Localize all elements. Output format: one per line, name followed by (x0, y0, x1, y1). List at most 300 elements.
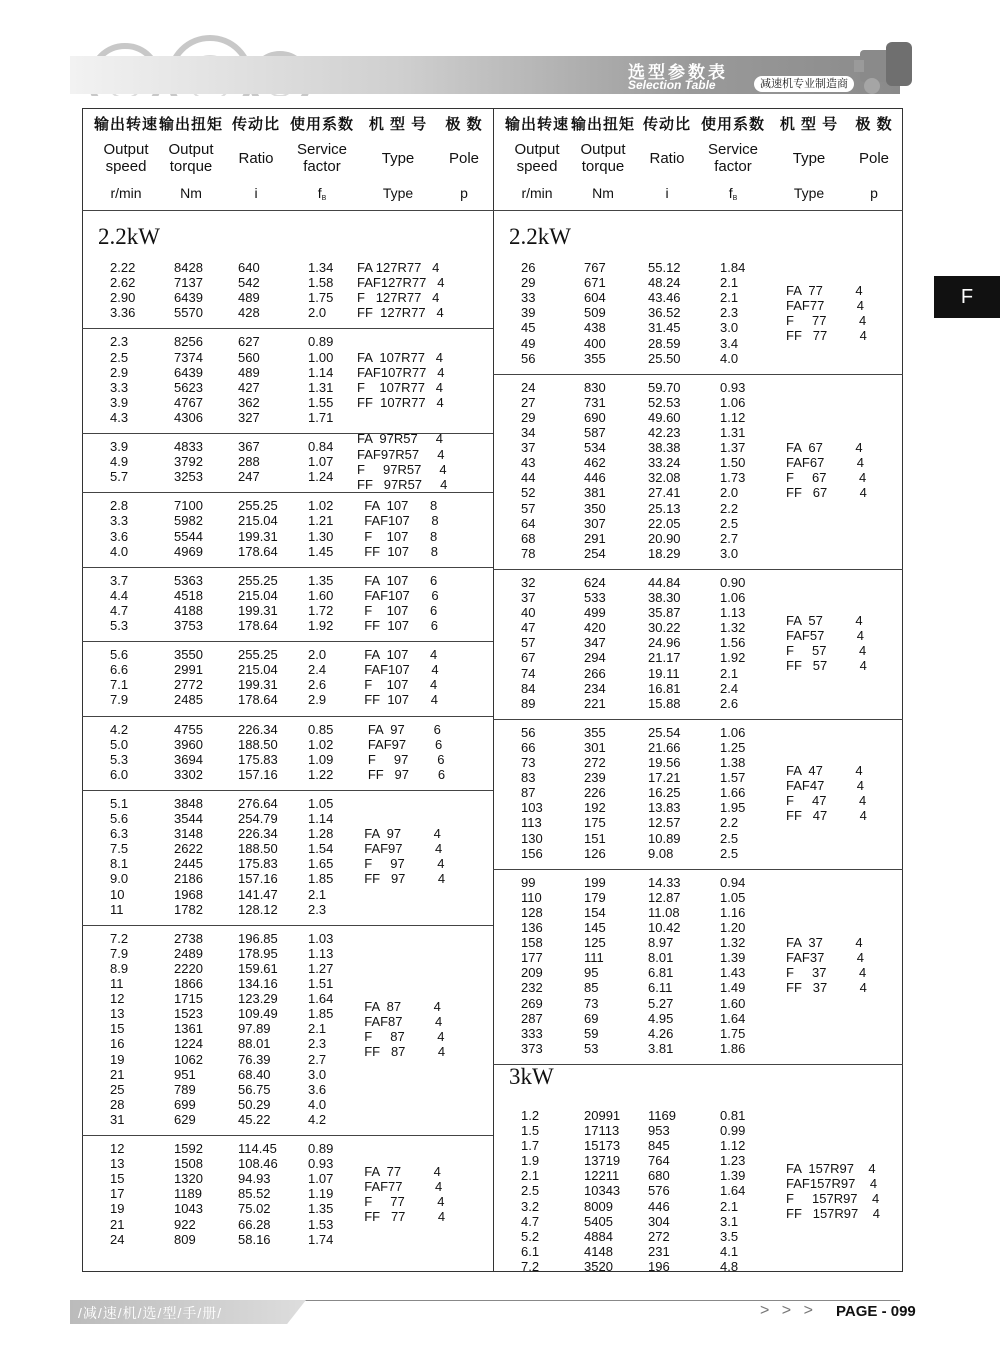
left-cell: 2220 (174, 960, 203, 976)
right-cell: 43 (521, 455, 536, 471)
page-number: PAGE - 099 (836, 1303, 916, 1320)
left-cell: 1.07 (308, 1171, 334, 1187)
left-cell: 5982 (174, 513, 203, 529)
column-header-cn: 输出转速 (93, 116, 158, 133)
right-cell: 84 (521, 680, 536, 696)
left-cell: 1.27 (308, 960, 334, 976)
left-cell: 8.1 (110, 856, 129, 872)
right-cell: 624 (584, 574, 606, 590)
left-cell: 4833 (174, 439, 203, 454)
left-type-label: FAF127R77 4 (357, 275, 445, 291)
left-cell: 1.13 (308, 945, 334, 961)
left-type-label: F 107 4 (357, 677, 438, 693)
right-cell: 1.16 (720, 904, 746, 920)
right-type-label: FF 47 4 (786, 807, 867, 823)
right-cell: 85 (584, 980, 599, 996)
right-type-label: F 37 4 (786, 965, 867, 981)
left-cell: 0.84 (308, 439, 334, 454)
left-cell: 199.31 (238, 677, 278, 693)
left-group-rule (82, 641, 493, 642)
fb-subscript: B (732, 195, 738, 202)
table-divider (493, 108, 494, 1272)
gear-motor-icon (850, 28, 922, 100)
left-cell: 19 (110, 1201, 125, 1217)
right-type-label: FF 77 4 (786, 327, 867, 343)
right-cell: 226 (584, 785, 606, 801)
right-cell: 73 (521, 755, 536, 770)
column-header-cn: 使用系数 (289, 116, 354, 133)
left-type-label: FAF97R57 4 (357, 446, 445, 462)
left-cell: 2.90 (110, 290, 136, 306)
right-cell: 1.13 (720, 605, 746, 621)
left-cell: 3960 (174, 736, 203, 752)
right-type-label: F 47 4 (786, 792, 867, 808)
right-cell: 8.97 (648, 935, 674, 951)
left-cell: 489 (238, 364, 260, 380)
left-cell: 4.7 (110, 602, 129, 618)
right-cell: 1.32 (720, 935, 746, 951)
header-rule (82, 210, 903, 211)
right-cell: 19.11 (648, 665, 680, 681)
left-type-label: F 97R57 4 (357, 461, 447, 477)
left-cell: 2489 (174, 945, 203, 961)
right-cell: 177 (521, 950, 543, 966)
column-header-unit: Type (382, 185, 414, 201)
left-type-label: F 77 4 (357, 1193, 445, 1209)
column-header-cn: 输出扭矩 (570, 116, 635, 133)
right-cell: 2.3 (720, 305, 739, 321)
left-group-rule (82, 790, 493, 791)
left-cell: 157.16 (238, 766, 278, 782)
left-cell: 1361 (174, 1021, 203, 1037)
right-cell: 1.43 (720, 965, 746, 981)
right-cell: 24.96 (648, 635, 681, 651)
left-cell: 327 (238, 409, 260, 425)
left-cell: 3148 (174, 826, 203, 842)
left-cell: 1.05 (308, 795, 334, 811)
left-cell: 3550 (174, 647, 203, 663)
left-cell: 16 (110, 1036, 125, 1052)
left-cell: 21 (110, 1066, 125, 1082)
left-cell: 2.5 (110, 349, 129, 365)
left-cell: 1.19 (308, 1186, 334, 1202)
right-cell: 2.4 (720, 680, 739, 696)
column-header-en: Ratio (238, 150, 274, 167)
right-group-rule (493, 1064, 903, 1065)
left-cell: 66.28 (238, 1216, 271, 1232)
left-cell: 5363 (174, 572, 203, 588)
left-cell: 3253 (174, 469, 203, 485)
column-header-unit: p (460, 185, 468, 201)
right-cell: 3.81 (648, 1040, 674, 1056)
left-cell: 2186 (174, 871, 203, 887)
left-cell: 4518 (174, 587, 203, 603)
left-cell: 1.30 (308, 528, 334, 544)
right-cell: 2.2 (720, 500, 739, 516)
left-cell: 1.34 (308, 260, 334, 275)
right-cell: 49.60 (648, 409, 681, 425)
right-cell: 5405 (584, 1213, 613, 1229)
left-cell: 2.8 (110, 498, 129, 514)
left-cell: 4.9 (110, 454, 129, 470)
right-cell: 1.23 (720, 1153, 746, 1169)
left-cell: 199.31 (238, 528, 278, 544)
column-header-unit: Type (793, 185, 825, 201)
right-cell: 25.13 (648, 500, 681, 516)
right-cell: 1.38 (720, 755, 746, 770)
left-cell: 0.85 (308, 721, 334, 737)
left-cell: 2.9 (110, 364, 129, 380)
left-cell: 5.1 (110, 795, 129, 811)
left-cell: 789 (174, 1081, 196, 1097)
header-subtitle: Selection Table (628, 78, 716, 92)
column-header-unit: p (870, 185, 878, 201)
left-cell: 5.6 (110, 647, 129, 663)
right-cell: 8.01 (648, 950, 674, 966)
right-cell: 15.88 (648, 695, 681, 711)
column-header-cn: 机 型 号 (779, 116, 839, 133)
left-cell: 4969 (174, 543, 203, 559)
right-cell: 272 (584, 755, 606, 770)
left-cell: 1.74 (308, 1231, 334, 1247)
column-header-en: Output torque (580, 141, 626, 176)
left-group-rule (82, 567, 493, 568)
left-cell: 3694 (174, 751, 203, 767)
left-cell: 3.9 (110, 439, 129, 454)
left-type-label: F 97 6 (357, 751, 445, 767)
left-cell: 7100 (174, 498, 203, 514)
left-cell: 5544 (174, 528, 203, 544)
left-type-label: F 97 4 (357, 856, 445, 872)
left-cell: 2.62 (110, 275, 136, 291)
right-cell: 87 (521, 785, 536, 801)
left-cell: 1.72 (308, 602, 334, 618)
left-type-label: FA 107 6 (357, 572, 438, 588)
left-cell: 1.02 (308, 498, 334, 514)
left-cell: 640 (238, 260, 260, 275)
left-cell: 1.58 (308, 275, 334, 291)
right-cell: 1.7 (521, 1138, 540, 1154)
left-cell: 3848 (174, 795, 203, 811)
right-cell: 6.11 (648, 980, 673, 996)
right-cell: 32.08 (648, 470, 681, 486)
left-type-label: FF 77 4 (357, 1208, 446, 1224)
column-header-en: Output speed (103, 141, 149, 176)
left-type-label: FAF97 6 (357, 736, 443, 752)
right-cell: 333 (521, 1025, 543, 1041)
column-header-en: Pole (858, 150, 890, 167)
left-cell: 56.75 (238, 1081, 271, 1097)
left-cell: 1968 (174, 886, 203, 902)
left-cell: 5623 (174, 379, 203, 395)
right-cell: 5.27 (648, 995, 674, 1011)
left-cell: 489 (238, 290, 260, 306)
right-cell: 10343 (584, 1183, 621, 1199)
right-cell: 350 (584, 500, 606, 516)
right-cell: 28.59 (648, 335, 681, 351)
left-cell: 178.64 (238, 543, 278, 559)
left-cell: 114.45 (238, 1141, 277, 1156)
right-cell: 110 (521, 889, 542, 905)
left-cell: 1.03 (308, 930, 334, 946)
right-cell: 2.1 (720, 290, 739, 306)
right-cell: 2.7 (720, 530, 739, 546)
left-cell: 196.85 (238, 930, 278, 946)
left-cell: 428 (238, 305, 260, 321)
left-type-label: FA 107 4 (357, 647, 438, 663)
right-cell: 69 (584, 1010, 599, 1026)
left-cell: 21 (110, 1216, 125, 1232)
right-type-label: FAF67 4 (786, 455, 865, 471)
left-cell: 7.2 (110, 930, 129, 946)
right-cell: 12211 (584, 1168, 620, 1184)
left-cell: 3302 (174, 766, 203, 782)
left-cell: 7.9 (110, 692, 129, 708)
right-cell: 74 (521, 665, 536, 681)
column-header-cn: 输出扭矩 (158, 116, 223, 133)
right-cell: 690 (584, 409, 606, 425)
right-cell: 78 (521, 545, 536, 561)
left-cell: 2991 (174, 662, 203, 678)
left-cell: 3792 (174, 454, 203, 470)
left-cell: 24 (110, 1231, 125, 1247)
right-cell: 1.66 (720, 785, 746, 801)
left-type-label: FA 77 4 (357, 1163, 441, 1179)
left-cell: 6439 (174, 290, 203, 306)
left-cell: 5.0 (110, 736, 129, 752)
right-cell: 151 (584, 830, 606, 846)
left-cell: 247 (238, 469, 260, 485)
left-group-rule (82, 328, 493, 329)
left-cell: 215.04 (238, 513, 278, 529)
right-cell: 22.05 (648, 515, 681, 531)
column-header-cn: 极 数 (445, 116, 483, 133)
left-cell: 255.25 (238, 498, 278, 514)
right-cell: 2.5 (720, 515, 739, 531)
left-type-label: FF 107 6 (357, 618, 438, 633)
right-cell: 192 (584, 800, 606, 816)
left-cell: 128.12 (238, 901, 278, 917)
left-cell: 1.31 (308, 379, 334, 395)
right-cell: 767 (584, 260, 606, 275)
right-cell: 89 (521, 695, 536, 711)
left-cell: 15 (110, 1171, 125, 1187)
left-type-label: FAF77 4 (357, 1178, 443, 1194)
right-cell: 4.7 (521, 1213, 540, 1229)
left-cell: 4755 (174, 721, 203, 737)
right-cell: 3.5 (720, 1228, 739, 1244)
right-cell: 48.24 (648, 275, 681, 291)
right-cell: 56 (521, 724, 536, 740)
left-cell: 6.3 (110, 826, 129, 842)
right-cell: 0.81 (720, 1107, 746, 1123)
left-cell: 85.52 (238, 1186, 271, 1202)
right-cell: 4.0 (720, 350, 739, 366)
left-cell: 1.45 (308, 543, 334, 559)
right-cell: 52 (521, 485, 536, 501)
left-cell: 2485 (174, 692, 203, 708)
column-header-en: Service factor (707, 141, 759, 176)
left-cell: 1.64 (308, 991, 334, 1007)
left-cell: 1782 (174, 901, 203, 917)
right-cell: 25.54 (648, 724, 681, 740)
right-cell: 32 (521, 574, 536, 590)
left-cell: 1.00 (308, 349, 334, 365)
right-cell: 12.57 (648, 815, 681, 831)
right-cell: 39 (521, 305, 536, 321)
left-cell: 4188 (174, 602, 203, 618)
left-cell: 2.0 (308, 647, 327, 663)
right-cell: 29 (521, 409, 536, 425)
left-type-label: FA 97 4 (357, 826, 441, 842)
right-cell: 26 (521, 260, 536, 275)
left-cell: 1043 (174, 1201, 203, 1217)
right-cell: 4.95 (648, 1010, 674, 1026)
right-cell: 2.1 (720, 665, 739, 681)
right-cell: 1.50 (720, 455, 746, 471)
right-cell: 381 (584, 485, 606, 501)
left-cell: 12 (110, 1141, 125, 1156)
left-cell: 123.29 (238, 991, 278, 1007)
left-cell: 1.85 (308, 871, 334, 887)
right-cell: 31.45 (648, 320, 681, 336)
left-type-label: FAF107R77 4 (357, 364, 445, 380)
right-cell: 1.05 (720, 889, 746, 905)
left-cell: 19 (110, 1051, 125, 1067)
right-cell: 373 (521, 1040, 543, 1056)
right-cell: 446 (648, 1198, 670, 1214)
left-cell: 1320 (174, 1171, 203, 1187)
right-cell: 533 (584, 590, 606, 605)
left-cell: 1.51 (308, 976, 334, 991)
left-cell: 4.4 (110, 587, 129, 603)
left-cell: 58.16 (238, 1231, 271, 1247)
left-cell: 226.34 (238, 721, 278, 737)
left-cell: 3.6 (308, 1081, 327, 1097)
column-header-unit: Nm (592, 185, 614, 201)
left-cell: 560 (238, 349, 260, 365)
left-cell: 4.0 (308, 1096, 327, 1112)
right-cell: 20.90 (648, 530, 681, 546)
left-type-label: F 107R77 4 (357, 379, 443, 395)
right-cell: 47 (521, 620, 536, 636)
left-cell: 4.2 (308, 1111, 327, 1127)
right-group-rule (493, 869, 903, 870)
right-type-label: FA 37 4 (786, 935, 863, 951)
left-group-rule (82, 1135, 493, 1136)
right-cell: 103 (521, 800, 543, 816)
left-cell: 188.50 (238, 736, 278, 752)
right-cell: 33.24 (648, 455, 681, 471)
right-cell: 199 (584, 874, 606, 890)
left-cell: 215.04 (238, 587, 278, 603)
right-cell: 680 (648, 1168, 670, 1184)
right-cell: 254 (584, 545, 606, 561)
left-cell: 199.31 (238, 602, 278, 618)
left-cell: 12 (110, 991, 125, 1007)
left-type-label: F 87 4 (357, 1028, 445, 1044)
fb-subscript: B (321, 195, 327, 202)
right-cell: 4884 (584, 1228, 613, 1244)
right-type-label: F 57 4 (786, 642, 867, 658)
left-cell: 1189 (174, 1186, 202, 1202)
left-cell: 1.28 (308, 826, 334, 842)
left-cell: 2.7 (308, 1051, 327, 1067)
right-type-label: F 67 4 (786, 470, 867, 486)
right-cell: 1.2 (521, 1107, 540, 1123)
right-type-label: FF 37 4 (786, 980, 867, 996)
left-cell: 1.21 (308, 513, 334, 529)
right-cell: 8009 (584, 1198, 613, 1214)
right-cell: 1.37 (720, 440, 746, 456)
left-type-label: F 107 8 (357, 528, 438, 544)
left-type-label: FAF107 6 (357, 587, 439, 603)
left-cell: 226.34 (238, 826, 278, 842)
right-cell: 44.84 (648, 574, 681, 590)
left-cell: 1.14 (308, 811, 334, 826)
fb-symbol: f (728, 185, 733, 201)
column-header-en: Type (381, 150, 415, 167)
right-cell: 301 (584, 739, 606, 755)
right-cell: 45 (521, 320, 536, 336)
left-type-label: FAF97 4 (357, 841, 443, 857)
left-cell: 255.25 (238, 572, 278, 588)
footer-manual-title: /减/速/机/选/型/手/册/ (78, 1305, 223, 1321)
left-type-label: F 107 6 (357, 602, 438, 618)
left-cell: 4306 (174, 409, 203, 425)
left-cell: 3.0 (308, 1066, 327, 1082)
column-header-cn: 极 数 (855, 116, 893, 133)
fb-symbol: f (317, 185, 322, 201)
right-cell: 5.2 (521, 1228, 540, 1244)
right-cell: 1.39 (720, 1168, 746, 1184)
column-header-en: Output torque (168, 141, 214, 176)
right-cell: 156 (521, 845, 543, 861)
right-cell: 1.5 (521, 1123, 540, 1138)
right-cell: 1.49 (720, 980, 746, 996)
right-cell: 21.17 (648, 650, 681, 666)
right-cell: 3.0 (720, 320, 739, 336)
right-cell: 671 (584, 275, 606, 291)
right-cell: 40 (521, 605, 536, 621)
right-cell: 287 (521, 1010, 543, 1026)
right-cell: 462 (584, 455, 606, 471)
left-cell: 951 (174, 1066, 196, 1082)
right-cell: 1.73 (720, 470, 746, 486)
left-cell: 178.95 (238, 945, 278, 961)
column-header-en: Type (792, 150, 826, 167)
right-cell: 37 (521, 440, 536, 456)
right-cell: 56 (521, 350, 536, 366)
right-cell: 17113 (584, 1123, 620, 1138)
left-cell: 2772 (174, 677, 203, 693)
left-cell: 5.7 (110, 469, 129, 485)
right-cell: 49 (521, 335, 536, 351)
left-cell: 13 (110, 1006, 125, 1022)
left-cell: 2.9 (308, 692, 327, 708)
right-cell: 1.20 (720, 920, 746, 935)
left-cell: 157.16 (238, 871, 278, 887)
right-type-label: F 77 4 (786, 312, 867, 328)
column-header-en: Pole (448, 150, 480, 167)
right-cell: 16.81 (648, 680, 681, 696)
right-cell: 1.06 (720, 724, 746, 740)
left-type-label: FF 97R57 4 (357, 476, 448, 492)
right-cell: 29 (521, 275, 536, 291)
right-cell: 587 (584, 425, 606, 440)
right-cell: 136 (521, 920, 543, 935)
right-cell: 355 (584, 350, 606, 366)
